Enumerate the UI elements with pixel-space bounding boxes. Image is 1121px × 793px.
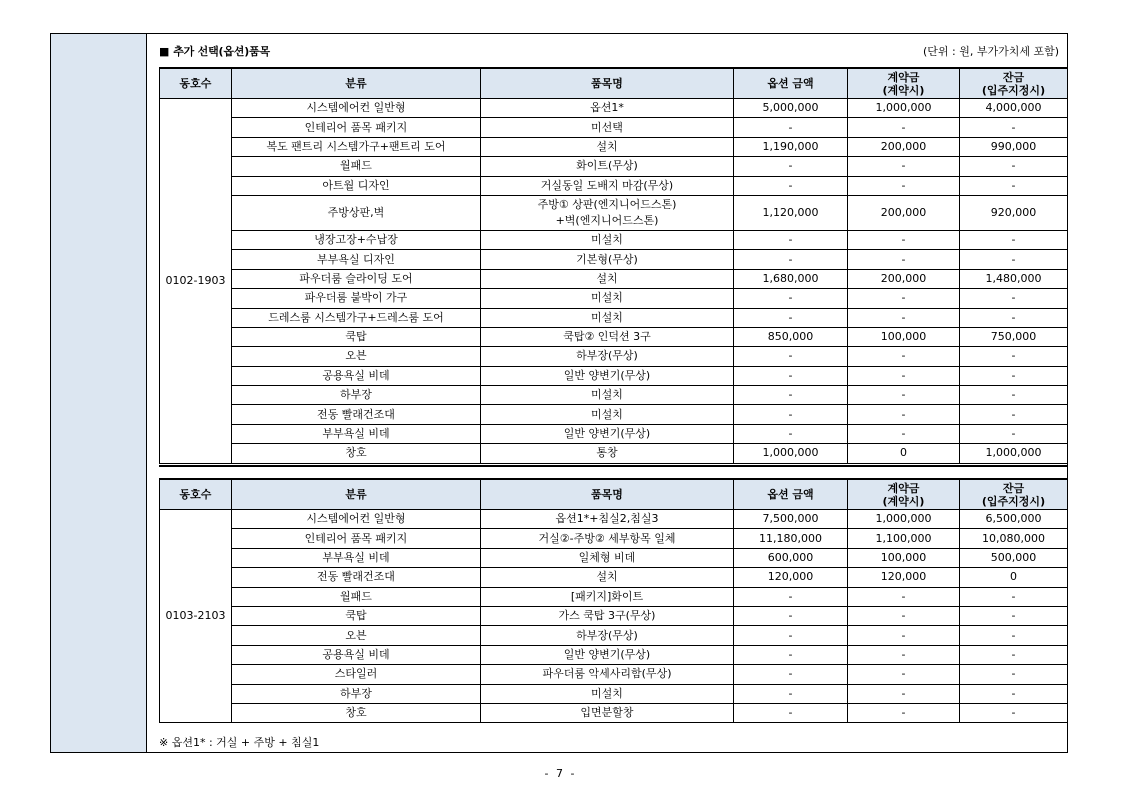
balance-cell: - <box>960 250 1068 269</box>
category-cell: 창호 <box>232 444 481 463</box>
balance-cell: - <box>960 684 1068 703</box>
item-cell: 미설치 <box>481 405 734 424</box>
balance-cell: 750,000 <box>960 327 1068 346</box>
item-line2: +벽(엔지니어드스톤) <box>555 213 659 227</box>
option-price-cell: 600,000 <box>734 548 848 567</box>
item-cell: 일반 양변기(무상) <box>481 424 734 443</box>
category-cell: 전동 빨래건조대 <box>232 405 481 424</box>
category-cell: 쿡탑 <box>232 327 481 346</box>
contract-cell: - <box>848 626 960 645</box>
header-contract-line2: (계약시) <box>882 83 925 97</box>
contract-cell: - <box>848 347 960 366</box>
contract-cell: - <box>848 684 960 703</box>
balance-cell: 4,000,000 <box>960 99 1068 118</box>
table-row <box>160 137 1068 156</box>
option-price-cell: - <box>734 289 848 308</box>
contract-cell: 1,000,000 <box>848 510 960 529</box>
item-cell <box>481 195 734 230</box>
balance-cell: 6,500,000 <box>960 510 1068 529</box>
table-row <box>160 568 1068 587</box>
table-row <box>160 405 1068 424</box>
option-price-cell: - <box>734 386 848 405</box>
balance-cell: - <box>960 308 1068 327</box>
item-cell: 거실동일 도배지 마감(무상) <box>481 176 734 195</box>
item-cell: 하부장(무상) <box>481 347 734 366</box>
option-price-cell: - <box>734 424 848 443</box>
header-item: 품목명 <box>481 479 734 510</box>
balance-cell: - <box>960 230 1068 249</box>
balance-cell: - <box>960 176 1068 195</box>
contract-cell: 200,000 <box>848 195 960 230</box>
header-contract-line1: 계약금 <box>887 481 920 495</box>
balance-cell: - <box>960 587 1068 606</box>
table-row <box>160 250 1068 269</box>
balance-cell: - <box>960 118 1068 137</box>
item-cell: 미설치 <box>481 684 734 703</box>
item-cell: 가스 쿡탑 3구(무상) <box>481 606 734 625</box>
option-price-cell: - <box>734 587 848 606</box>
item-cell: 일반 양변기(무상) <box>481 366 734 385</box>
table-row <box>160 645 1068 664</box>
balance-cell: - <box>960 645 1068 664</box>
table-row <box>160 665 1068 684</box>
contract-cell: 120,000 <box>848 568 960 587</box>
contract-cell: 0 <box>848 444 960 463</box>
option-table-2 <box>159 478 1068 723</box>
content-area <box>159 34 1065 752</box>
option-price-cell: - <box>734 626 848 645</box>
category-cell: 아트월 디자인 <box>232 176 481 195</box>
category-cell: 인테리어 품목 패키지 <box>232 529 481 548</box>
section-heading <box>159 43 270 59</box>
item-cell: [패키지]화이트 <box>481 587 734 606</box>
item-cell: 설치 <box>481 568 734 587</box>
category-cell: 월패드 <box>232 587 481 606</box>
item-line1: 주방① 상판(엔지니어드스톤) <box>537 197 677 211</box>
header-balance-line2: (입주지정시) <box>981 494 1046 508</box>
category-cell: 쿡탑 <box>232 606 481 625</box>
table-row <box>160 347 1068 366</box>
contract-cell: - <box>848 665 960 684</box>
table-row <box>160 157 1068 176</box>
contract-cell: 100,000 <box>848 548 960 567</box>
category-cell: 파우더룸 슬라이딩 도어 <box>232 269 481 288</box>
balance-cell: 1,000,000 <box>960 444 1068 463</box>
option-price-cell: 11,180,000 <box>734 529 848 548</box>
table-row <box>160 510 1068 529</box>
category-cell: 월패드 <box>232 157 481 176</box>
header-contract-line1: 계약금 <box>887 70 920 84</box>
option-price-cell: - <box>734 157 848 176</box>
dong-cell: 0103-2103 <box>160 510 232 723</box>
option-price-cell: 120,000 <box>734 568 848 587</box>
category-cell: 공용욕실 비데 <box>232 645 481 664</box>
category-cell: 복도 팬트리 시스템가구+팬트리 도어 <box>232 137 481 156</box>
category-cell: 주방상판,벽 <box>232 195 481 230</box>
table-row <box>160 386 1068 405</box>
balance-cell: - <box>960 347 1068 366</box>
option-price-cell: 1,190,000 <box>734 137 848 156</box>
category-cell: 드레스룸 시스템가구+드레스룸 도어 <box>232 308 481 327</box>
contract-cell: - <box>848 250 960 269</box>
balance-cell: 500,000 <box>960 548 1068 567</box>
balance-cell: 990,000 <box>960 137 1068 156</box>
table-separator <box>159 465 1067 467</box>
option-price-cell: - <box>734 308 848 327</box>
contract-cell: - <box>848 289 960 308</box>
contract-cell: - <box>848 405 960 424</box>
balance-cell: - <box>960 386 1068 405</box>
table-row <box>160 548 1068 567</box>
item-cell: 미설치 <box>481 230 734 249</box>
contract-cell: - <box>848 386 960 405</box>
contract-cell: - <box>848 645 960 664</box>
item-cell: 일체형 비데 <box>481 548 734 567</box>
option-price-cell: - <box>734 645 848 664</box>
header-contract-line2: (계약시) <box>882 494 925 508</box>
table-row <box>160 308 1068 327</box>
balance-cell: - <box>960 424 1068 443</box>
header-balance <box>960 68 1068 99</box>
balance-cell: - <box>960 289 1068 308</box>
balance-cell: - <box>960 405 1068 424</box>
header-option-price: 옵션 금액 <box>734 479 848 510</box>
category-cell: 하부장 <box>232 386 481 405</box>
contract-cell: - <box>848 157 960 176</box>
header-category: 분류 <box>232 68 481 99</box>
section-heading-text: 추가 선택(옵션)품목 <box>173 45 270 58</box>
contract-cell: - <box>848 703 960 722</box>
option-price-cell: - <box>734 230 848 249</box>
table-header-row <box>160 479 1068 510</box>
category-cell: 오븐 <box>232 347 481 366</box>
balance-cell: - <box>960 665 1068 684</box>
category-cell: 냉장고장+수납장 <box>232 230 481 249</box>
item-cell: 일반 양변기(무상) <box>481 645 734 664</box>
contract-cell: - <box>848 606 960 625</box>
option-price-cell: 1,120,000 <box>734 195 848 230</box>
header-balance-line2: (입주지정시) <box>981 83 1046 97</box>
header-dong: 동호수 <box>160 68 232 99</box>
header-balance <box>960 479 1068 510</box>
item-cell: 하부장(무상) <box>481 626 734 645</box>
balance-cell: 0 <box>960 568 1068 587</box>
option-table-1 <box>159 67 1068 464</box>
contract-cell: - <box>848 424 960 443</box>
table-row <box>160 529 1068 548</box>
table-row <box>160 327 1068 346</box>
option-price-cell: - <box>734 176 848 195</box>
table-row <box>160 444 1068 463</box>
item-cell: 기본형(무상) <box>481 250 734 269</box>
balance-cell: 1,480,000 <box>960 269 1068 288</box>
balance-cell: - <box>960 626 1068 645</box>
balance-cell: - <box>960 366 1068 385</box>
category-cell: 파우더룸 붙박이 가구 <box>232 289 481 308</box>
header-item: 품목명 <box>481 68 734 99</box>
square-bullet-icon: ■ <box>159 45 170 58</box>
table-row <box>160 684 1068 703</box>
header-contract <box>848 479 960 510</box>
contract-cell: 100,000 <box>848 327 960 346</box>
option-price-cell: - <box>734 250 848 269</box>
option-price-cell: - <box>734 366 848 385</box>
item-cell: 쿡탑② 인덕션 3구 <box>481 327 734 346</box>
contract-cell: - <box>848 176 960 195</box>
item-cell: 파우더룸 악세사리함(무상) <box>481 665 734 684</box>
item-cell: 설치 <box>481 269 734 288</box>
table-header-row <box>160 68 1068 99</box>
header-contract <box>848 68 960 99</box>
table-row <box>160 269 1068 288</box>
table-row <box>160 587 1068 606</box>
option-price-cell: 850,000 <box>734 327 848 346</box>
contract-cell: 1,100,000 <box>848 529 960 548</box>
option-price-cell: - <box>734 606 848 625</box>
balance-cell: - <box>960 703 1068 722</box>
header-category: 분류 <box>232 479 481 510</box>
option-price-cell: 1,680,000 <box>734 269 848 288</box>
header-dong: 동호수 <box>160 479 232 510</box>
table-row <box>160 424 1068 443</box>
category-cell: 오븐 <box>232 626 481 645</box>
contract-cell: - <box>848 587 960 606</box>
footnote: ※ 옵션1* : 거실 + 주방 + 침실1 <box>159 736 320 749</box>
option-price-cell: - <box>734 684 848 703</box>
option-price-cell: - <box>734 703 848 722</box>
balance-cell: - <box>960 606 1068 625</box>
option-price-cell: - <box>734 118 848 137</box>
dong-cell: 0102-1903 <box>160 99 232 464</box>
page-frame <box>50 33 1068 753</box>
table-row <box>160 366 1068 385</box>
table-row <box>160 176 1068 195</box>
category-cell: 인테리어 품목 패키지 <box>232 118 481 137</box>
category-cell: 공용욕실 비데 <box>232 366 481 385</box>
table-row <box>160 118 1068 137</box>
item-cell: 미설치 <box>481 386 734 405</box>
balance-cell: - <box>960 157 1068 176</box>
table-row <box>160 626 1068 645</box>
contract-cell: - <box>848 230 960 249</box>
item-cell: 미설치 <box>481 308 734 327</box>
option-price-cell: - <box>734 405 848 424</box>
item-cell: 미설치 <box>481 289 734 308</box>
balance-cell: 10,080,000 <box>960 529 1068 548</box>
option-price-cell: 5,000,000 <box>734 99 848 118</box>
item-cell: 거실②-주방② 세부항목 일체 <box>481 529 734 548</box>
category-cell: 하부장 <box>232 684 481 703</box>
unit-note: (단위 : 원, 부가가치세 포함) <box>922 45 1059 58</box>
category-cell: 부부욕실 비데 <box>232 424 481 443</box>
item-cell: 옵션1*+침실2,침실3 <box>481 510 734 529</box>
option-price-cell: 7,500,000 <box>734 510 848 529</box>
item-cell: 옵션1* <box>481 99 734 118</box>
item-cell: 미선택 <box>481 118 734 137</box>
contract-cell: - <box>848 118 960 137</box>
contract-cell: 200,000 <box>848 269 960 288</box>
table-row <box>160 230 1068 249</box>
table-row <box>160 99 1068 118</box>
table-row <box>160 195 1068 230</box>
contract-cell: - <box>848 366 960 385</box>
header-balance-line1: 잔금 <box>1002 70 1025 84</box>
category-cell: 스타일러 <box>232 665 481 684</box>
contract-cell: 200,000 <box>848 137 960 156</box>
category-cell: 전동 빨래건조대 <box>232 568 481 587</box>
contract-cell: 1,000,000 <box>848 99 960 118</box>
item-cell: 입면분할창 <box>481 703 734 722</box>
category-cell: 시스템에어컨 일반형 <box>232 99 481 118</box>
option-price-cell: - <box>734 665 848 684</box>
category-cell: 창호 <box>232 703 481 722</box>
option-price-cell: 1,000,000 <box>734 444 848 463</box>
table-row <box>160 606 1068 625</box>
category-cell: 시스템에어컨 일반형 <box>232 510 481 529</box>
table-row <box>160 703 1068 722</box>
category-cell: 부부욕실 디자인 <box>232 250 481 269</box>
option-price-cell: - <box>734 347 848 366</box>
header-option-price: 옵션 금액 <box>734 68 848 99</box>
page-number: - 7 - <box>544 767 577 780</box>
header-balance-line1: 잔금 <box>1002 481 1025 495</box>
item-cell: 통창 <box>481 444 734 463</box>
contract-cell: - <box>848 308 960 327</box>
balance-cell: 920,000 <box>960 195 1068 230</box>
item-cell: 설치 <box>481 137 734 156</box>
left-margin-column <box>51 34 147 752</box>
item-cell: 화이트(무상) <box>481 157 734 176</box>
category-cell: 부부욕실 비데 <box>232 548 481 567</box>
table-row <box>160 289 1068 308</box>
